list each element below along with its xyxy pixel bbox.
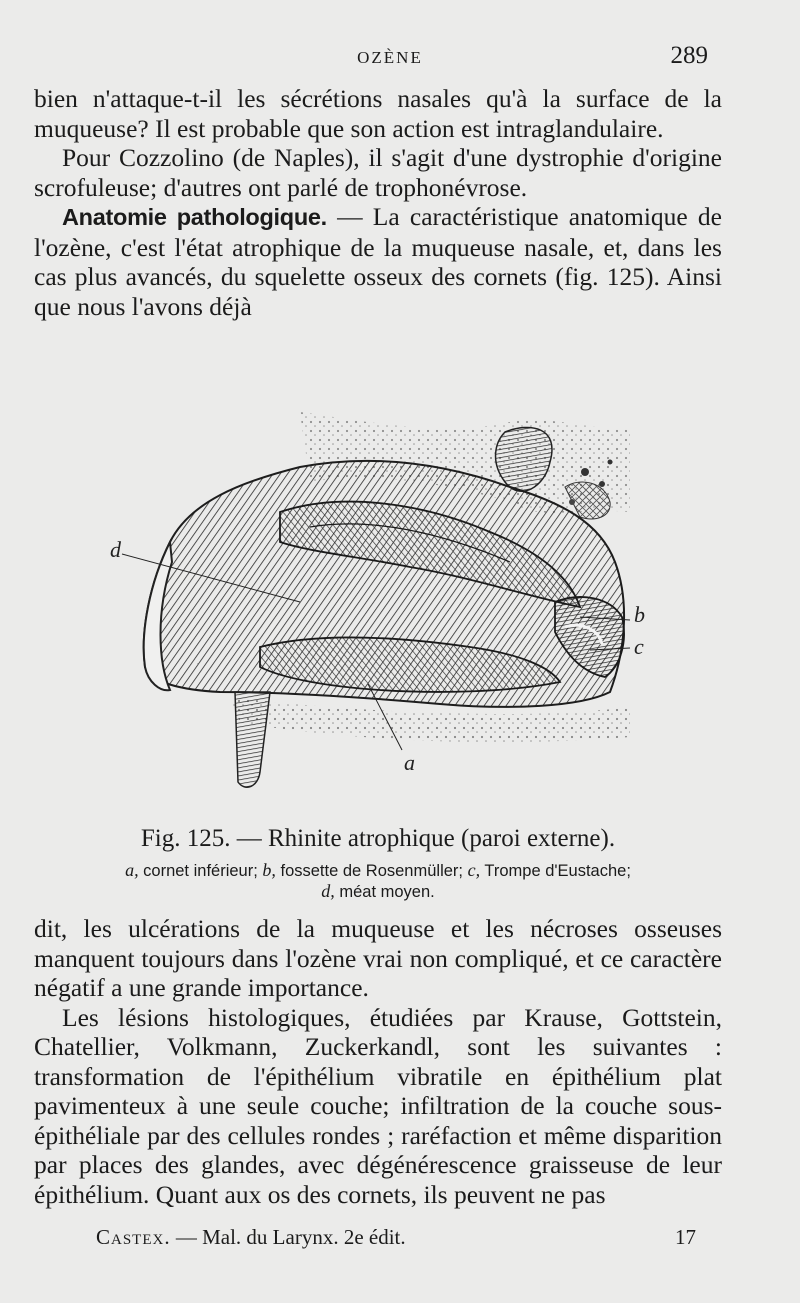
footer-title: — Mal. du Larynx. 2e édit. <box>170 1225 406 1249</box>
figure-label-a: a <box>404 750 415 775</box>
paragraph: Les lésions histologiques, étudiées par Krause, Gottstein, Chatellier, Volkmann, Zuckerkandl, sont les suivantes : transformation de l'épithélium vibratile en épithélium plat pavimenteux à une seule couche; infiltration de la couche sous-épithéliale par des cellules rondes ; raréfaction et même disparition par places des glandes, avec dégénérescence graisseuse de leur épithélium. Quant aux os des cornets, ils peuvent ne pas <box>34 1002 722 1209</box>
paragraph: Pour Cozzolino (de Naples), il s'agit d'une dystrophie d'origine scrofuleuse; d'autres ont parlé de trophonévrose. <box>34 143 722 202</box>
legend-key: c, <box>467 860 481 880</box>
page-number: 289 <box>670 42 708 69</box>
page-header <box>0 42 800 76</box>
figure-label-b: b <box>634 602 645 627</box>
legend-text: fossette de Rosenmüller; <box>280 862 463 880</box>
legend-text: cornet inférieur; <box>143 862 258 880</box>
figure-label-c: c <box>634 634 644 659</box>
caption-title: Fig. 125. — Rhinite atrophique (paroi externe). <box>140 825 616 852</box>
paragraph: dit, les ulcérations de la muqueuse et les nécroses osseuses manquent toujours dans l'ozène vrai non compliqué, et ce caractère négatif a une grande importance. <box>34 914 722 1002</box>
footer-author: Castex. <box>96 1225 171 1249</box>
text-block-bottom <box>34 914 722 1209</box>
paragraph: bien n'attaque-t-il les sécrétions nasales qu'à la surface de la muqueuse? Il est probable que son action est intraglandulaire. <box>34 84 722 143</box>
section-text: — La caractéristique anatomique de l'ozène, c'est l'état atrophique de la muqueuse nasale, et, dans les cas plus avancés, du squelette osseux des cornets (fig. 125). Ainsi que nous l'avons déjà <box>34 202 722 321</box>
running-title: OZÈNE <box>357 48 423 67</box>
legend-key: a, <box>125 860 139 880</box>
figure-label-d: d <box>110 537 121 562</box>
figure-caption <box>34 824 722 902</box>
caption-legend <box>34 860 722 902</box>
legend-text: méat moyen. <box>339 883 435 901</box>
legend-key: d, <box>321 881 335 901</box>
section-title: Anatomie pathologique. <box>62 204 327 230</box>
legend-key: b, <box>262 860 276 880</box>
nasal-wall-engraving <box>110 392 730 812</box>
section-paragraph <box>34 202 722 321</box>
legend-text: Trompe d'Eustache; <box>484 862 631 880</box>
page-footer <box>96 1225 696 1250</box>
signature-mark: 17 <box>675 1225 696 1249</box>
anatomical-illustration <box>110 392 730 812</box>
text-block-top <box>34 84 722 321</box>
